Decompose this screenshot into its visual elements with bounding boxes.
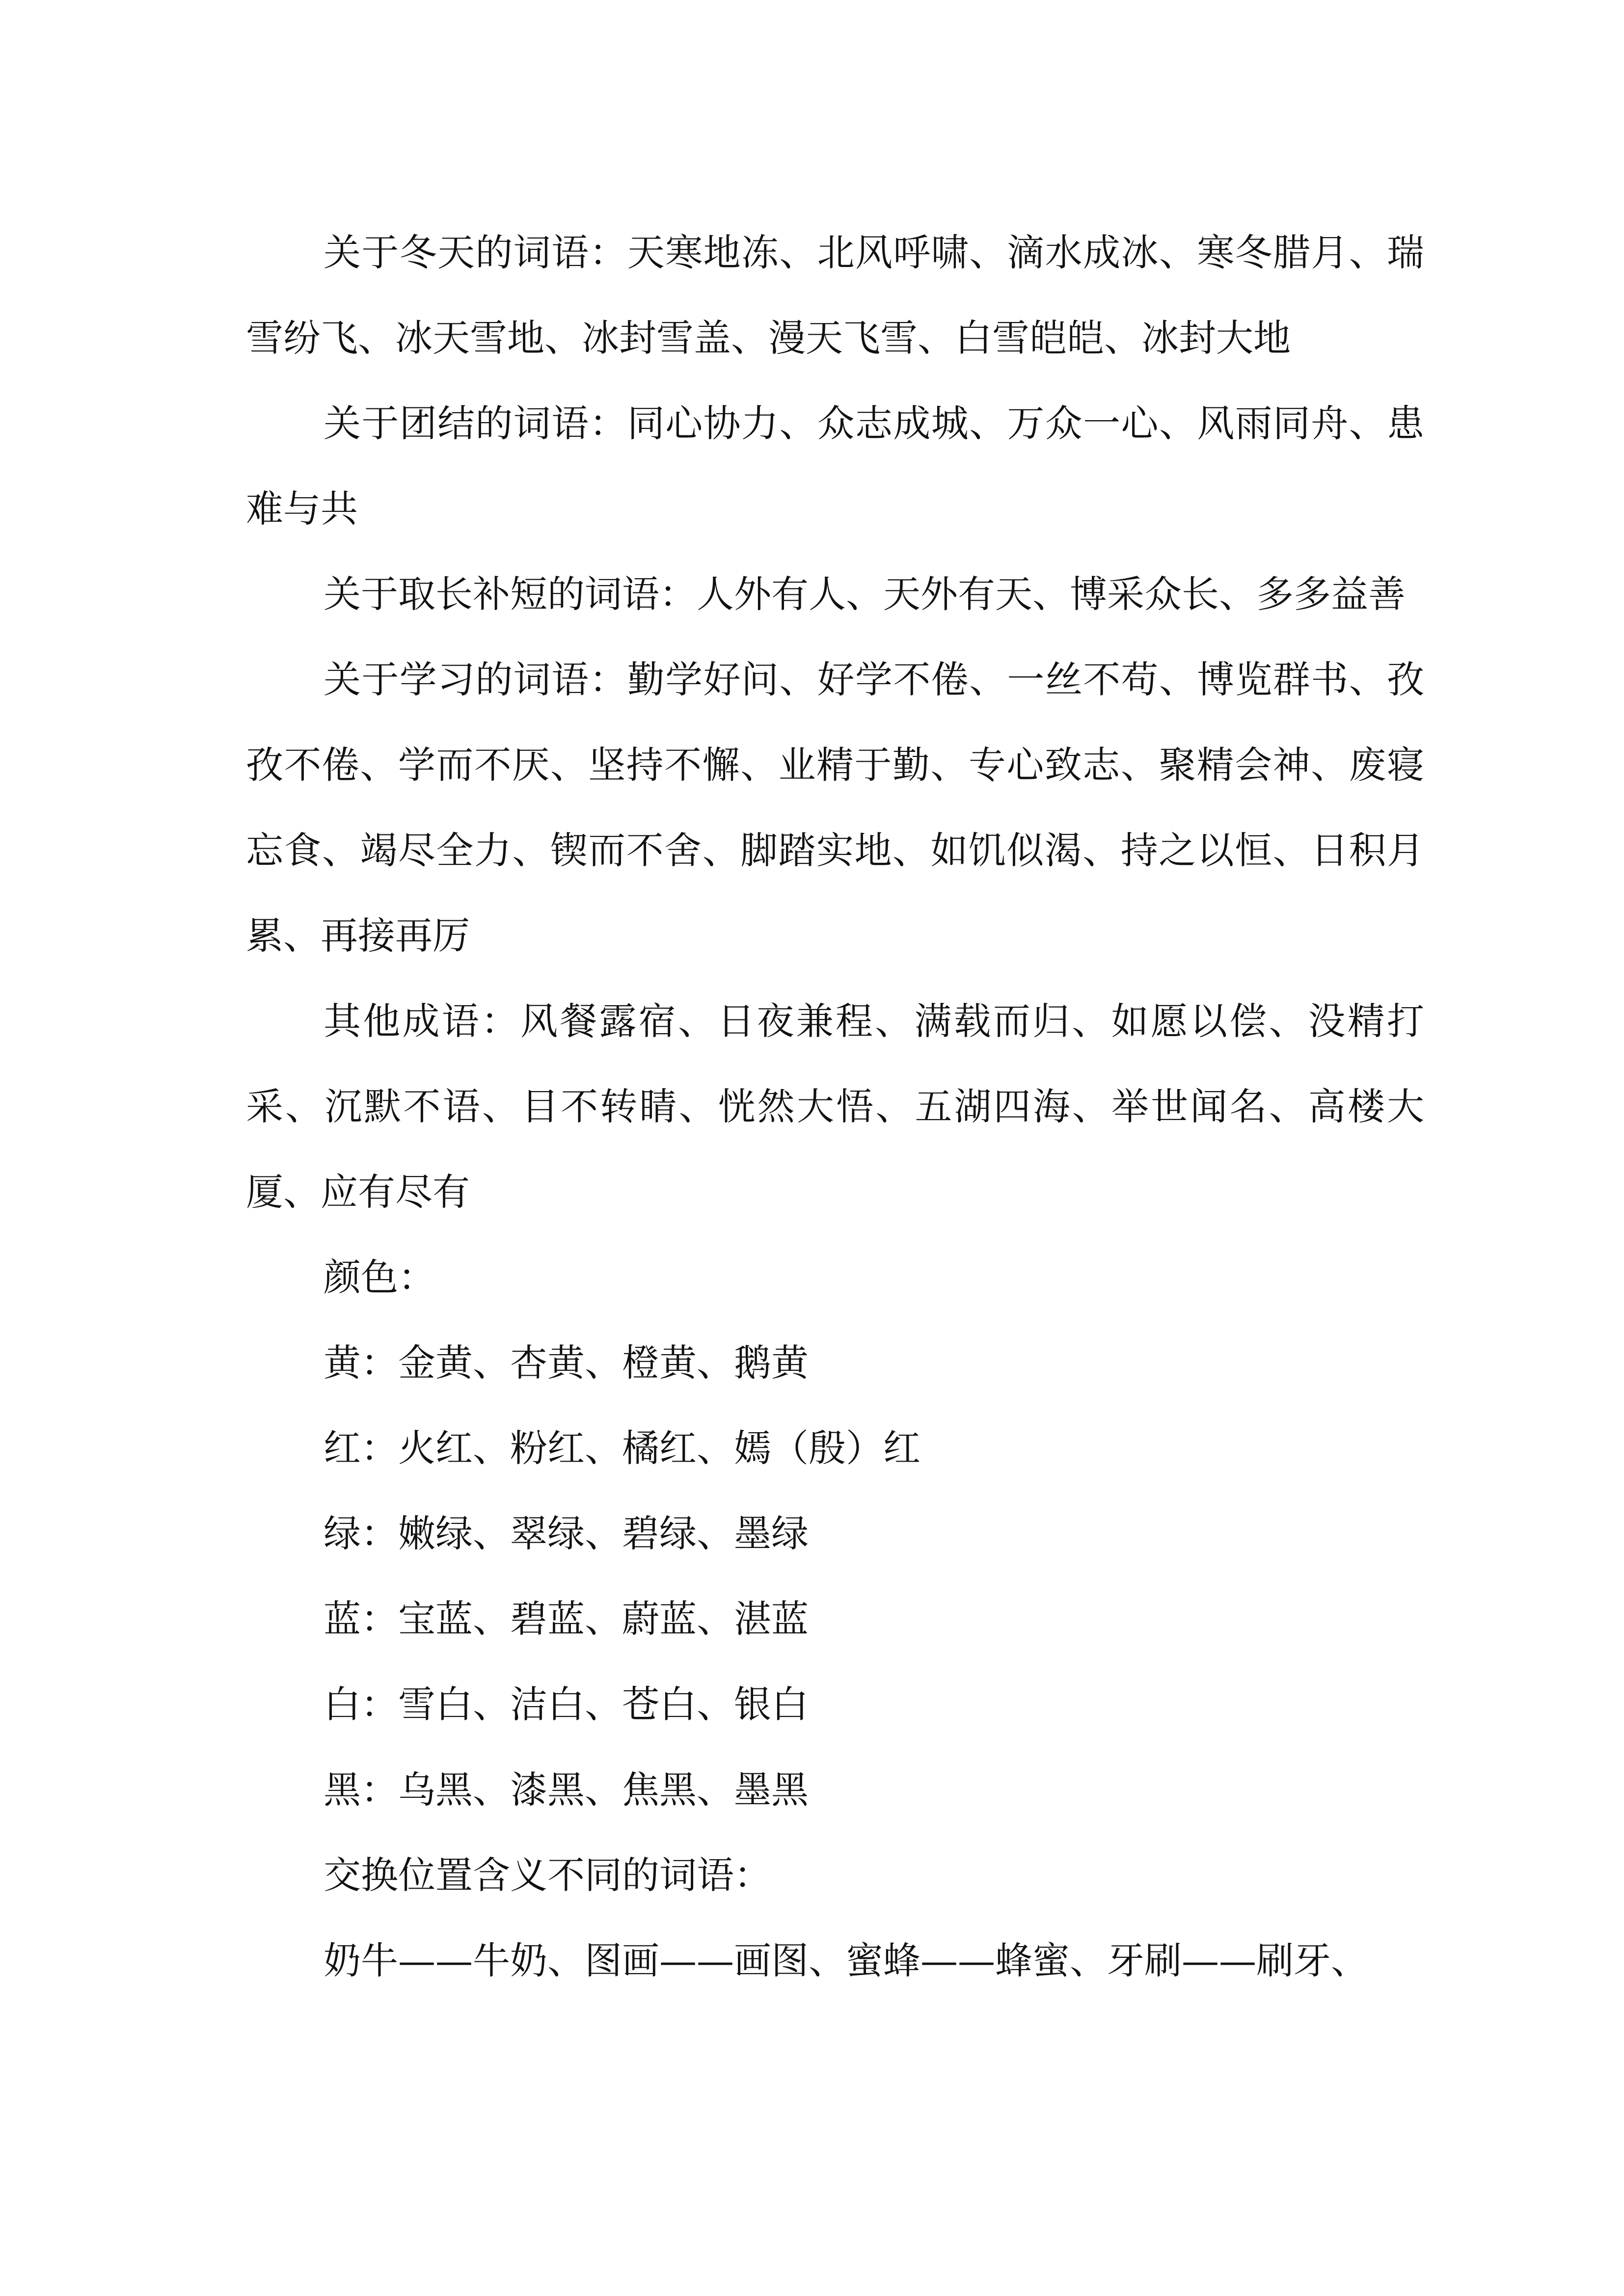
paragraph-winter-words: 关于冬天的词语：天寒地冻、北风呼啸、滴水成冰、寒冬腊月、瑞雪纷飞、冰天雪地、冰封雪盖、漫天飞雪、白雪皑皑、冰封大地 [246,231,1424,360]
swap-words-line: 奶牛——牛奶、图画——画图、蜜蜂——蜂蜜、牙刷——刷牙、 [324,1939,1368,1982]
document-body [246,210,1424,2003]
colors-heading: 颜色： [324,1255,435,1299]
paragraph-learn-from-others-words: 关于取长补短的词语：人外有人、天外有天、博采众长、多多益善 [324,572,1406,616]
paragraph-study-words: 关于学习的词语：勤学好问、好学不倦、一丝不苟、博览群书、孜孜不倦、学而不厌、坚持不懈、业精于勤、专心致志、聚精会神、废寝忘食、竭尽全力、锲而不舍、脚踏实地、如饥似渴、持之以恒、日积月累、再接再厉 [246,658,1424,958]
paragraph-unity-words: 关于团结的词语：同心协力、众志成城、万众一心、风雨同舟、患难与共 [246,401,1424,531]
color-line-yellow: 黄：金黄、杏黄、橙黄、鹅黄 [324,1341,809,1385]
color-line-black: 黑：乌黑、漆黑、焦黑、墨黑 [324,1768,809,1812]
color-line-white: 白：雪白、洁白、苍白、银白 [324,1682,809,1726]
color-line-green: 绿：嫩绿、翠绿、碧绿、墨绿 [324,1512,809,1555]
color-line-red: 红：火红、粉红、橘红、嫣（殷）红 [324,1426,920,1470]
color-line-blue: 蓝：宝蓝、碧蓝、蔚蓝、湛蓝 [324,1597,809,1641]
paragraph-other-idioms: 其他成语：风餐露宿、日夜兼程、满载而归、如愿以偿、没精打采、沉默不语、目不转睛、恍然大悟、五湖四海、举世闻名、高楼大厦、应有尽有 [246,999,1424,1214]
swap-words-heading: 交换位置含义不同的词语： [324,1853,771,1897]
